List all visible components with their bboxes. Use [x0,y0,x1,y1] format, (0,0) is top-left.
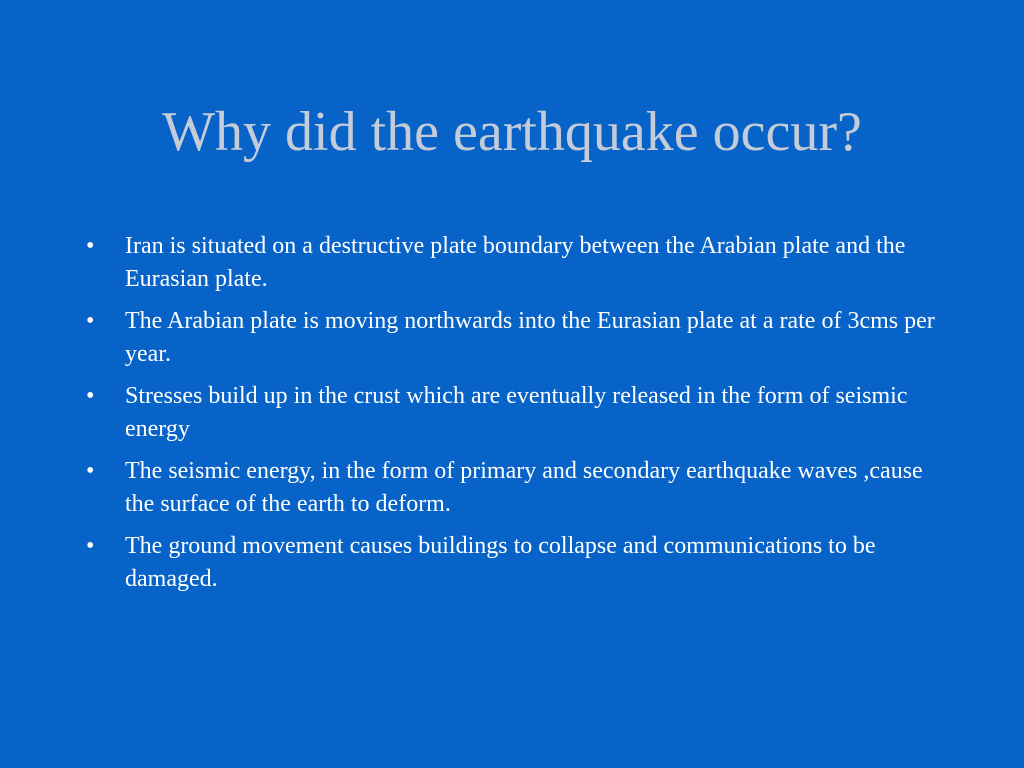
bullet-item [84,530,944,596]
slide-title: Why did the earthquake occur? [162,101,862,163]
bullet-text: Stresses build up in the crust which are eventually released in the form of seismic energy [125,383,908,442]
bullet-dot-icon: • [86,458,95,484]
bullet-text: Iran is situated on a destructive plate boundary between the Arabian plate and the Eurasian plate. [125,233,906,292]
bullet-item [84,455,944,521]
bullet-item [84,305,944,371]
bullet-dot-icon: • [86,533,95,559]
bullet-item [84,230,944,296]
bullet-dot-icon: • [86,308,95,334]
bullet-text: The Arabian plate is moving northwards into the Eurasian plate at a rate of 3cms per year. [125,308,935,367]
bullet-text: The seismic energy, in the form of primary and secondary earthquake waves ,cause the surface of the earth to deform. [125,458,923,517]
bullet-dot-icon: • [86,383,95,409]
bullet-dot-icon: • [86,233,95,259]
bullet-item [84,380,944,446]
bullet-list [84,230,944,605]
bullet-text: The ground movement causes buildings to collapse and communications to be damaged. [125,533,876,592]
